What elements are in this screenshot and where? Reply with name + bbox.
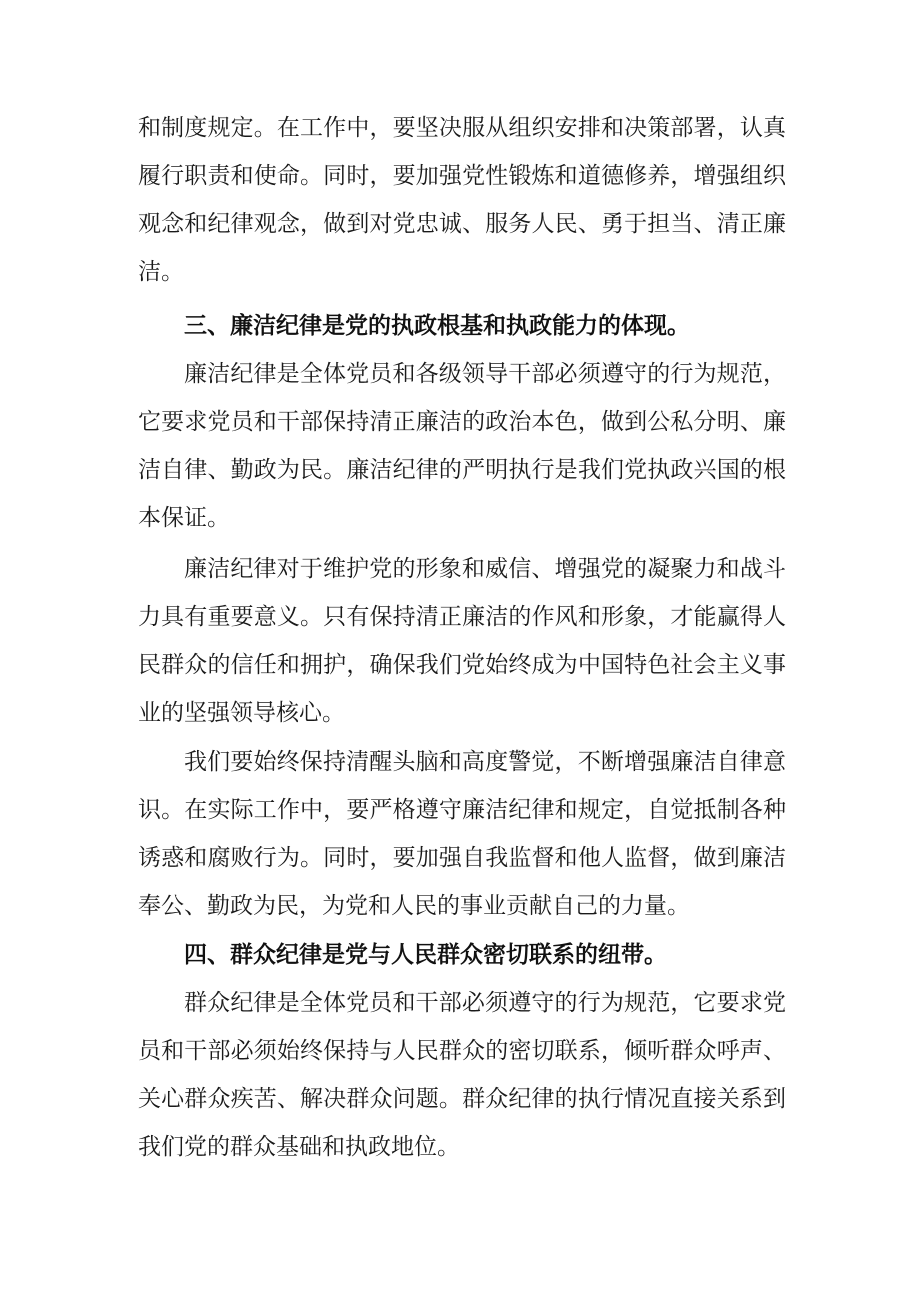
body-text-line: 诱惑和腐败行为。同时，要加强自我监督和他人监督，做到廉洁 (138, 845, 786, 871)
body-text-line: 我们党的群众基础和执政地位。 (138, 1134, 460, 1160)
body-text-line: 我们要始终保持清醒头脑和高度警觉，不断增强廉洁自律意 (184, 749, 786, 775)
body-text-line: 洁。 (138, 259, 184, 285)
body-text-line: 廉洁纪律是全体党员和各级领导干部必须遵守的行为规范， (184, 361, 786, 387)
body-text-line: 观念和纪律观念，做到对党忠诚、服务人民、勇于担当、清正廉 (138, 211, 786, 237)
body-text-line: 本保证。 (138, 505, 230, 531)
body-text-line: 关心群众疾苦、解决群众问题。群众纪律的执行情况直接关系到 (138, 1086, 786, 1112)
section-heading-3: 三、廉洁纪律是党的执政根基和执政能力的体现。 (184, 313, 690, 339)
body-text-line: 廉洁纪律对于维护党的形象和威信、增强党的凝聚力和战斗 (184, 556, 786, 582)
body-text-line: 洁自律、勤政为民。廉洁纪律的严明执行是我们党执政兴国的根 (138, 457, 786, 483)
body-text-line: 奉公、勤政为民，为党和人民的事业贡献自己的力量。 (138, 893, 690, 919)
body-text-line: 它要求党员和干部保持清正廉洁的政治本色，做到公私分明、廉 (138, 409, 786, 435)
body-text-line: 群众纪律是全体党员和干部必须遵守的行为规范，它要求党 (184, 990, 786, 1016)
body-text-line: 员和干部必须始终保持与人民群众的密切联系，倾听群众呼声、 (138, 1038, 786, 1064)
section-heading-4: 四、群众纪律是党与人民群众密切联系的纽带。 (184, 942, 667, 968)
body-text-line: 履行职责和使命。同时，要加强党性锻炼和道德修养，增强组织 (138, 163, 786, 189)
body-text-line: 力具有重要意义。只有保持清正廉洁的作风和形象，才能赢得人 (138, 604, 786, 630)
body-text-line: 识。在实际工作中，要严格遵守廉洁纪律和规定，自觉抵制各种 (138, 797, 786, 823)
body-text-line: 和制度规定。在工作中，要坚决服从组织安排和决策部署，认真 (138, 115, 786, 141)
body-text-line: 民群众的信任和拥护，确保我们党始终成为中国特色社会主义事 (138, 652, 786, 678)
body-text-line: 业的坚强领导核心。 (138, 700, 345, 726)
